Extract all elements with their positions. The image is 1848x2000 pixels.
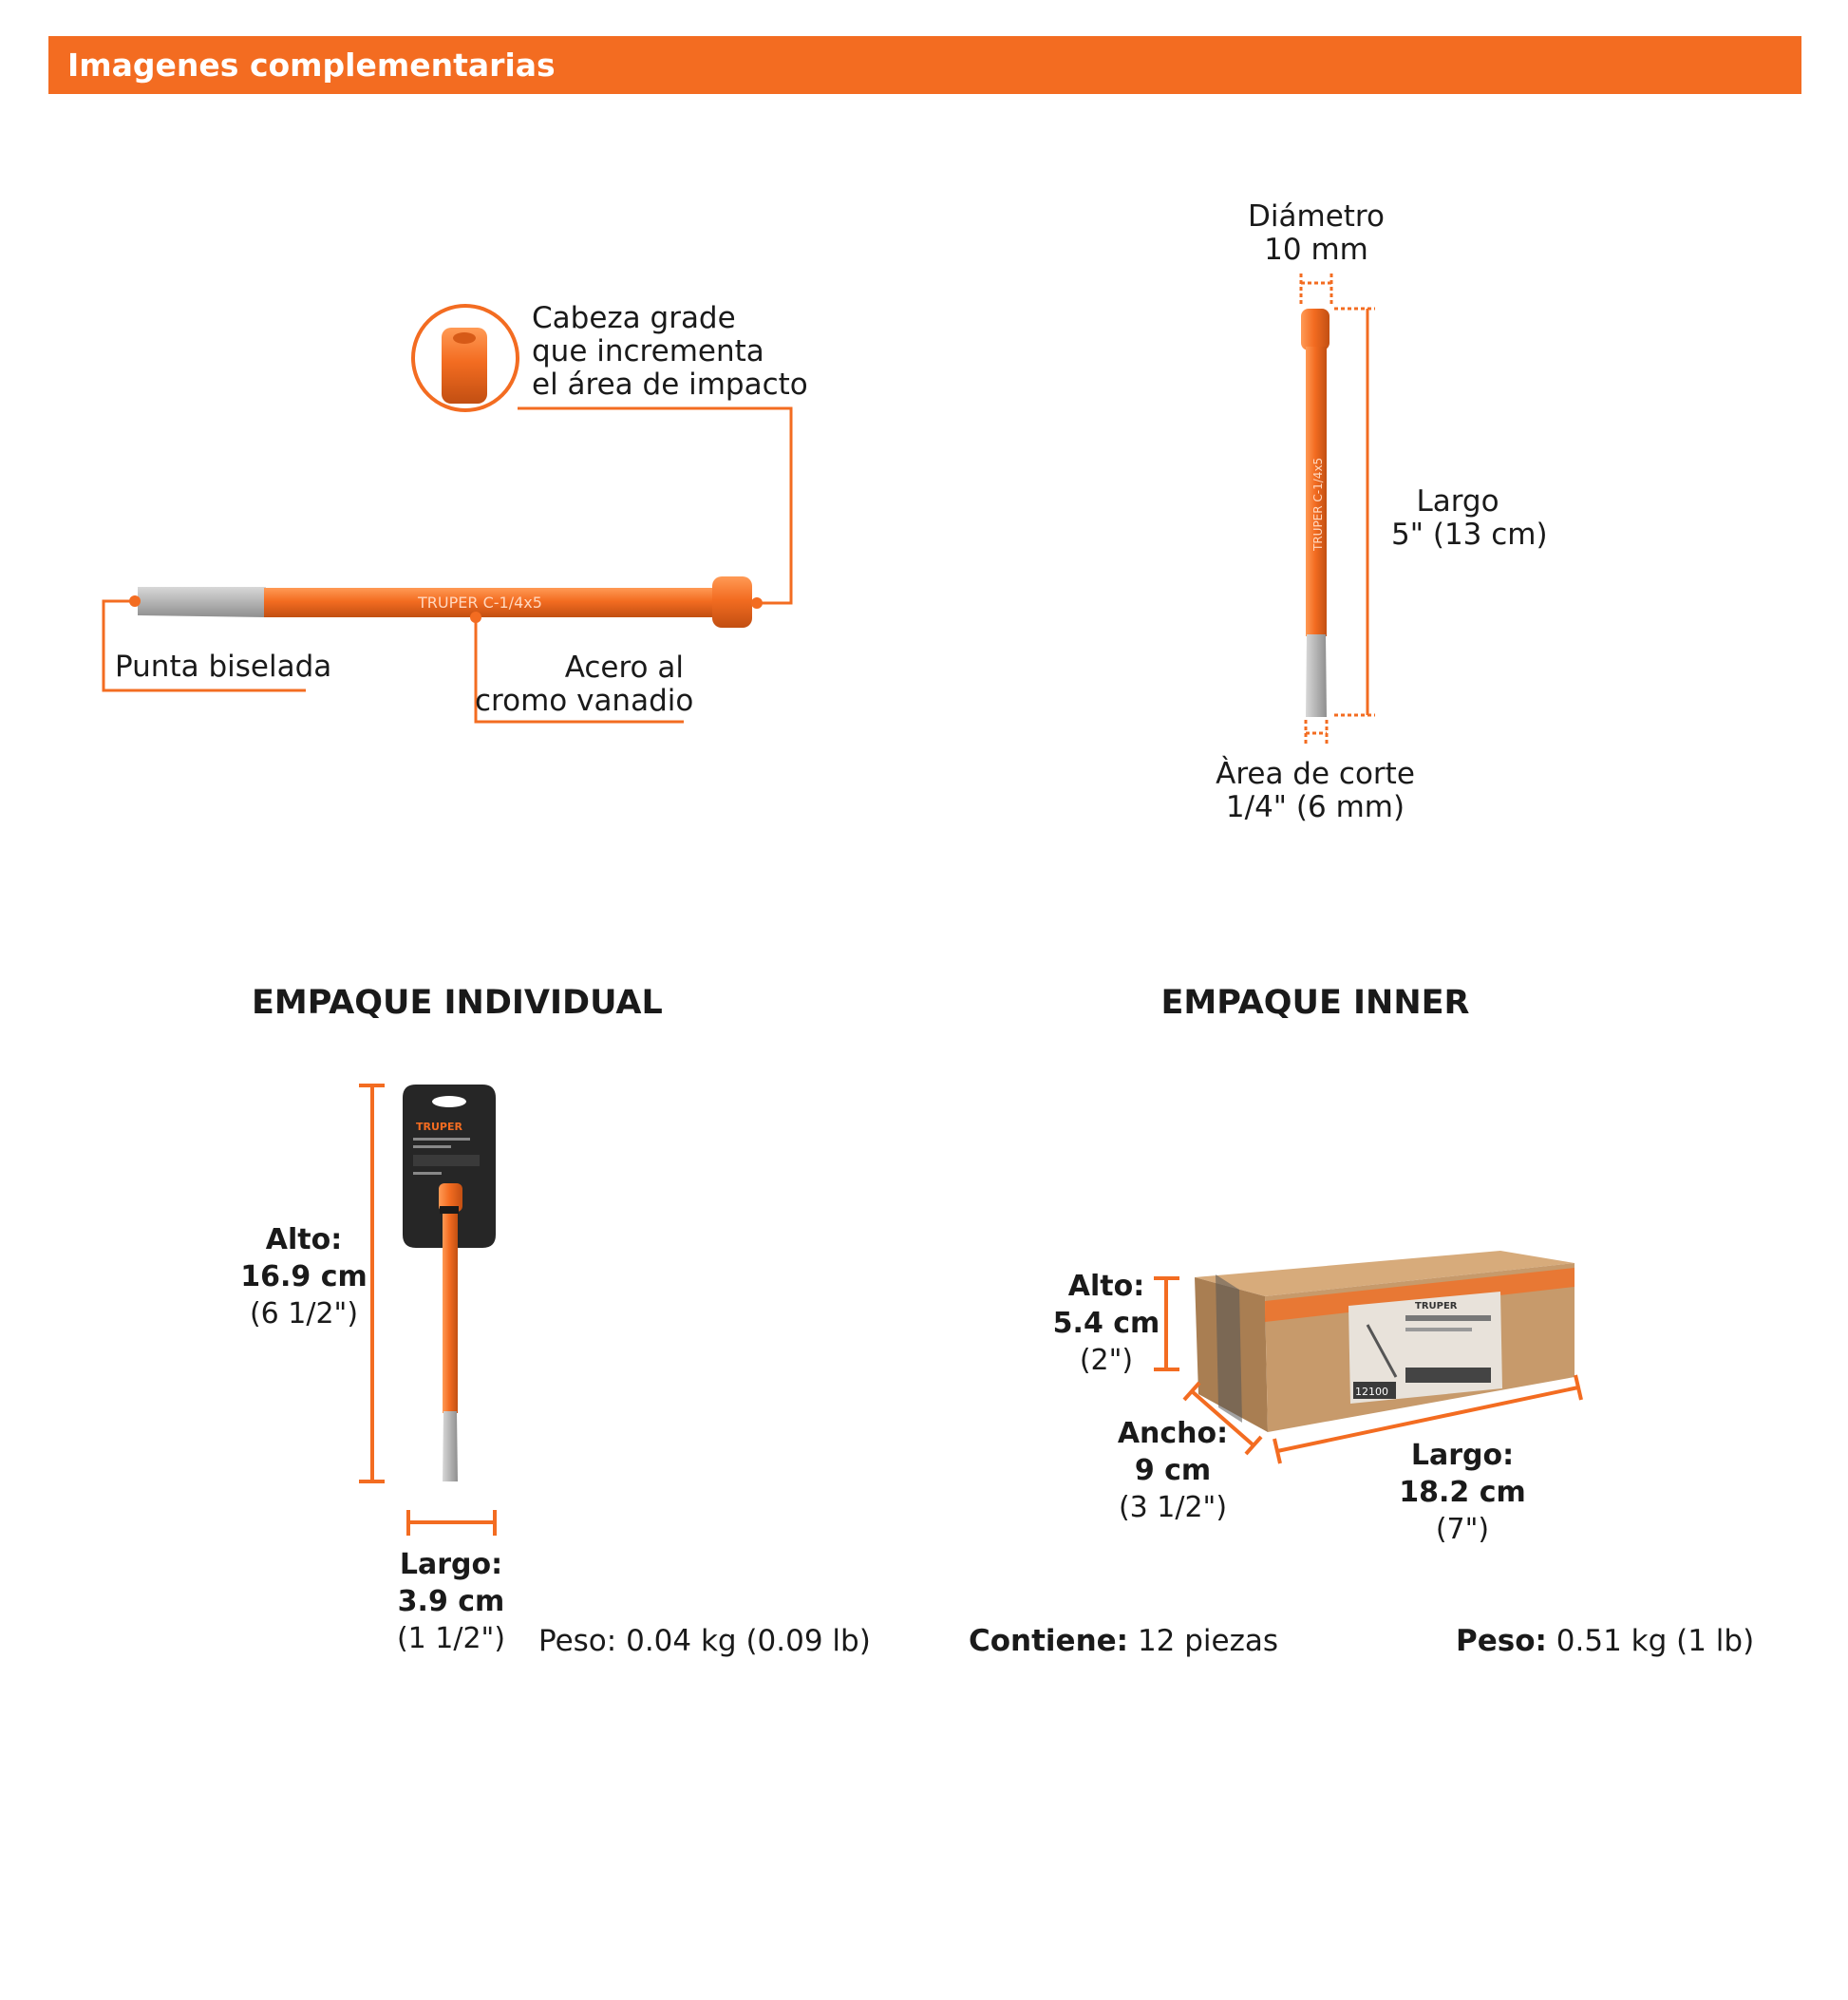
individual-height-alt: (6 1/2") bbox=[249, 1297, 359, 1330]
head-callout-line-1: Cabeza grade bbox=[532, 301, 736, 335]
individual-length-dimension-line bbox=[408, 1510, 495, 1536]
individual-length-value: 3.9 cm bbox=[397, 1585, 505, 1618]
banner-title: Imagenes complementarias bbox=[67, 47, 556, 84]
tip-callout-label: Punta biselada bbox=[115, 650, 332, 684]
individual-weight-value: 0.04 kg (0.09 lb) bbox=[626, 1624, 871, 1658]
individual-package-image bbox=[403, 1085, 496, 1481]
length-value-main: 5" bbox=[1391, 518, 1424, 552]
inner-width-label bbox=[1106, 1415, 1239, 1526]
individual-height-value: 16.9 cm bbox=[240, 1260, 368, 1293]
inner-height-label bbox=[1045, 1268, 1168, 1379]
inner-width-value: 9 cm bbox=[1134, 1454, 1212, 1487]
inner-width-title: Ancho: bbox=[1117, 1417, 1229, 1450]
inner-contains-label bbox=[969, 1625, 1278, 1658]
cutting-area-label-title: Àrea de corte bbox=[1216, 757, 1415, 791]
svg-text:TRUPER C-1/4x5: TRUPER C-1/4x5 bbox=[1311, 457, 1325, 551]
inner-length-title: Largo: bbox=[1410, 1439, 1515, 1472]
chisel-horizontal-image bbox=[138, 576, 752, 628]
material-callout-line-2: cromo vanadio bbox=[475, 684, 694, 718]
material-callout-line-1: Acero al bbox=[564, 651, 684, 685]
card-brand: TRUPER bbox=[416, 1121, 462, 1133]
inner-height-alt: (2") bbox=[1079, 1344, 1134, 1377]
individual-height-label bbox=[237, 1221, 370, 1332]
head-callout-line-2: que incrementa bbox=[532, 334, 764, 368]
material-callout-label bbox=[475, 651, 694, 718]
individual-height-title: Alto: bbox=[265, 1223, 343, 1256]
inner-height-title: Alto: bbox=[1067, 1270, 1145, 1303]
cutting-area-value-main: 1/4" bbox=[1225, 790, 1288, 824]
inner-length-value: 18.2 cm bbox=[1399, 1476, 1526, 1509]
head-callout-line-3: el área de impacto bbox=[532, 368, 808, 402]
individual-length-alt: (1 1/2") bbox=[396, 1622, 506, 1655]
cutting-area-value bbox=[1192, 791, 1439, 824]
inner-contains-title: Contiene: bbox=[969, 1624, 1129, 1658]
inner-width-alt: (3 1/2") bbox=[1118, 1491, 1228, 1524]
length-dimension-line bbox=[1334, 309, 1375, 715]
chisel-vertical-image bbox=[1301, 309, 1329, 717]
shaft-marking: TRUPER C-1/4x5 bbox=[418, 594, 542, 612]
cutting-area-label bbox=[1192, 758, 1439, 824]
individual-length-title: Largo: bbox=[399, 1548, 503, 1581]
box-code: 12100 bbox=[1355, 1386, 1388, 1398]
individual-weight-label bbox=[538, 1625, 871, 1658]
diameter-label-title: Diámetro bbox=[1248, 199, 1385, 234]
length-value bbox=[1391, 518, 1548, 552]
individual-length-label bbox=[385, 1546, 518, 1657]
cutting-area-dimension-line bbox=[1306, 720, 1327, 746]
inner-weight-title: Peso: bbox=[1456, 1624, 1547, 1658]
length-label-title: Largo bbox=[1416, 484, 1499, 519]
length-label bbox=[1391, 484, 1548, 552]
length-value-alt: (13 cm) bbox=[1432, 518, 1548, 552]
inner-weight-value: 0.51 kg (1 lb) bbox=[1556, 1624, 1755, 1658]
individual-package-title: EMPAQUE INDIVIDUAL bbox=[252, 984, 663, 1022]
diameter-dimension-line bbox=[1301, 274, 1331, 304]
inner-weight-label bbox=[1456, 1625, 1754, 1658]
inner-length-label bbox=[1386, 1437, 1538, 1548]
cutting-area-value-alt: (6 mm) bbox=[1295, 790, 1405, 824]
inner-height-value: 5.4 cm bbox=[1052, 1307, 1160, 1340]
inner-package-box-image bbox=[1195, 1251, 1575, 1432]
diameter-value: 10 mm bbox=[1264, 233, 1368, 267]
individual-weight-title: Peso: bbox=[538, 1624, 617, 1658]
box-brand: TRUPER bbox=[1415, 1301, 1458, 1311]
diameter-label bbox=[1221, 200, 1411, 267]
inner-package-title: EMPAQUE INNER bbox=[1160, 984, 1470, 1022]
inner-contains-value: 12 piezas bbox=[1137, 1624, 1279, 1658]
head-callout-label bbox=[532, 302, 808, 402]
inner-length-alt: (7") bbox=[1435, 1513, 1490, 1546]
